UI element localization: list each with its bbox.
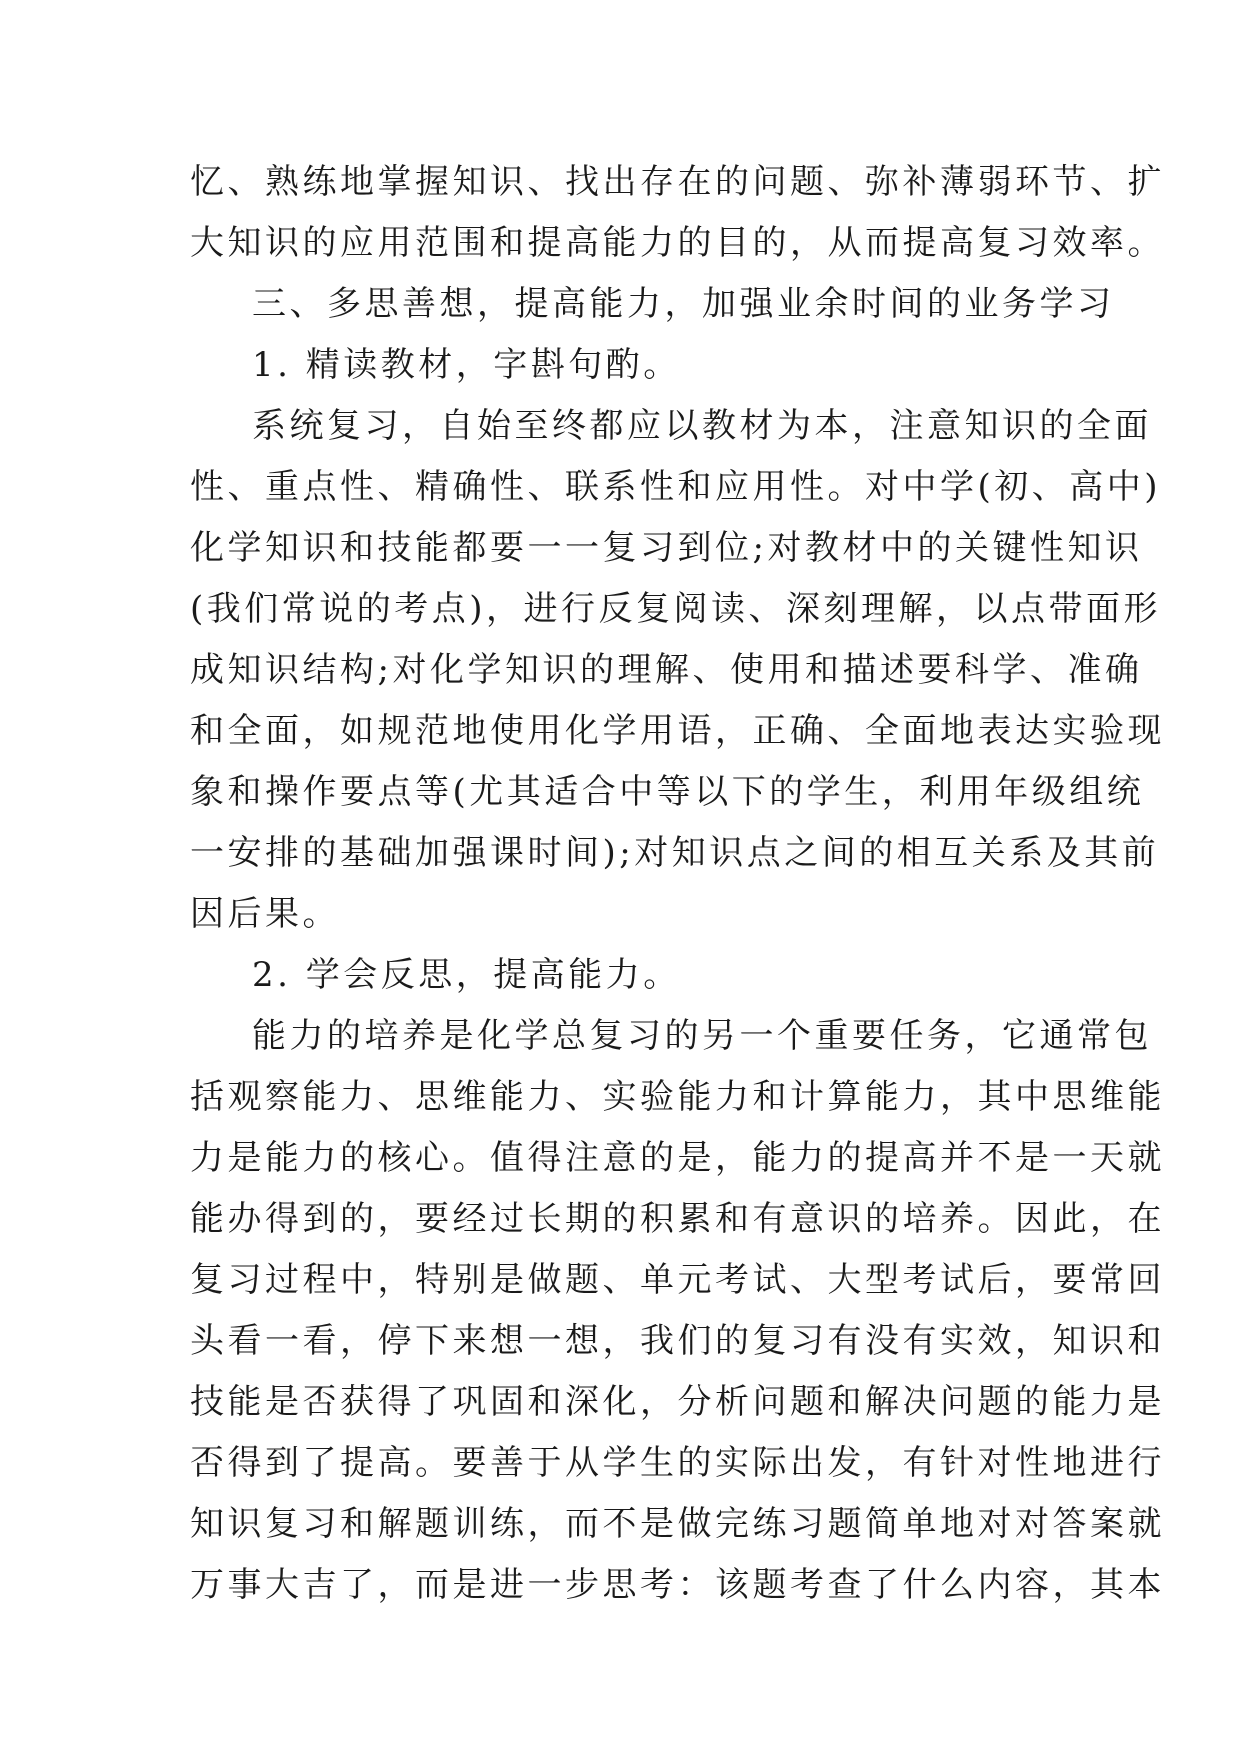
text-line: 能办得到的，要经过长期的积累和有意识的培养。因此，在: [190, 1199, 1165, 1239]
text-line: 大知识的应用范围和提高能力的目的，从而提高复习效率。: [190, 223, 1165, 263]
text-line: 知识复习和解题训练，而不是做完练习题简单地对对答案就: [190, 1504, 1165, 1544]
text-line: 括观察能力、思维能力、实验能力和计算能力，其中思维能: [190, 1077, 1165, 1117]
text-line: 系统复习，自始至终都应以教材为本，注意知识的全面: [252, 406, 1152, 446]
text-line: 头看一看，停下来想一想，我们的复习有没有实效，知识和: [190, 1321, 1165, 1361]
text-line: 万事大吉了，而是进一步思考：该题考查了什么内容，其本: [190, 1565, 1165, 1605]
text-line: 成知识结构;对化学知识的理解、使用和描述要科学、准确: [190, 650, 1143, 690]
text-line: 化学知识和技能都要一一复习到位;对教材中的关键性知识: [190, 528, 1143, 568]
text-line: (我们常说的考点)，进行反复阅读、深刻理解，以点带面形: [190, 589, 1162, 629]
text-line: 技能是否获得了巩固和深化，分析问题和解决问题的能力是: [190, 1382, 1165, 1422]
text-line: 复习过程中，特别是做题、单元考试、大型考试后，要常回: [190, 1260, 1165, 1300]
body-text: [190, 152, 1165, 1616]
text-line: 性、重点性、精确性、联系性和应用性。对中学(初、高中): [190, 467, 1162, 507]
subsection-heading: 2. 学会反思，提高能力。: [252, 955, 681, 995]
text-line: 象和操作要点等(尤其适合中等以下的学生，利用年级组统: [190, 772, 1145, 812]
section-heading: 三、多思善想，提高能力，加强业余时间的业务学习: [252, 284, 1115, 324]
subsection-heading: 1. 精读教材，字斟句酌。: [252, 345, 681, 385]
text-line: 一安排的基础加强课时间);对知识点之间的相互关系及其前: [190, 833, 1160, 873]
text-line: 忆、熟练地掌握知识、找出存在的问题、弥补薄弱环节、扩: [190, 162, 1165, 202]
text-line: 否得到了提高。要善于从学生的实际出发，有针对性地进行: [190, 1443, 1165, 1483]
text-line: 力是能力的核心。值得注意的是，能力的提高并不是一天就: [190, 1138, 1165, 1178]
text-line: 因后果。: [190, 894, 340, 934]
text-line: 和全面，如规范地使用化学用语，正确、全面地表达实验现: [190, 711, 1165, 751]
text-line: 能力的培养是化学总复习的另一个重要任务，它通常包: [252, 1016, 1152, 1056]
